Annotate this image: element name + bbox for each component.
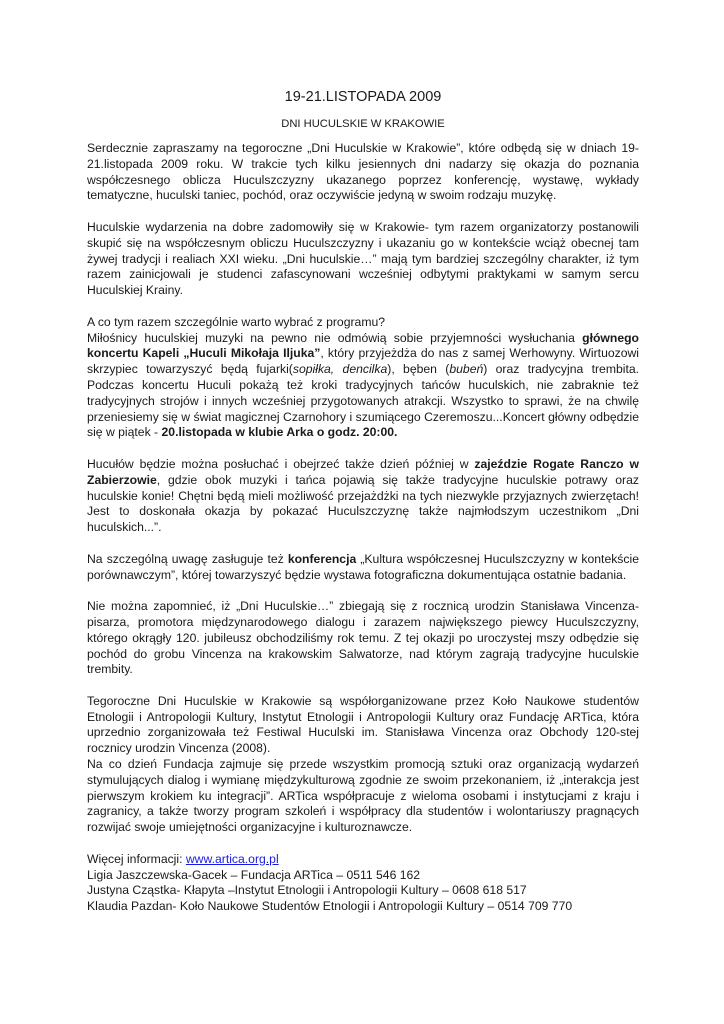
- ranch-text-2: , gdzie obok muzyki i tańca pojawią się także tradycyjne huculskie potrawy oraz huculskie konie! Chętni będą mieli możliwość przejażdżki na tych niezwykle przyjaznych zwierzętach! Jest to doskonała okazja by pokazać Huculszczyznę także najmłodszym uczestnikom „Dni huculskich...”.: [87, 472, 639, 535]
- contact-line: Justyna Cząstka- Kłapyta –Instytut Etnologii i Antropologii Kultury – 0608 618 517: [87, 883, 527, 898]
- foundation-paragraph: Na co dzień Fundacja zajmuje się przede wszystkim promocją sztuki oraz organizacją wydarzeń stymulujących dialog i wymianę międzykulturową zgodnie ze swoim przekonaniem, iż „interakcja jest pierwszym krokiem ku integracji”. ARTica współpracuje z wieloma osobami i instytucjami z kraju i zagranicy, a także tworzy program szkoleń i współpracy dla studentów i wolontariuszy pragnących rozwijać swoje umiejętności organizacyjne i kulturoznawcze.: [87, 757, 639, 835]
- drum-name: bubeń: [449, 362, 484, 377]
- contact-block: [87, 852, 639, 915]
- concert-date-highlight: 20.listopada w klubie Arka o godz. 20:00.: [161, 425, 398, 440]
- context-paragraph: Huculskie wydarzenia na dobre zadomowiły się w Krakowie- tym razem organizatorzy postanowili skupić się na współczesnym obliczu Huculszczyzny i ukazaniu go w kontekście wciąż obecnej tam żywej tradycji i realiach XXI wieku. „Dni huculskie…” mają tym bardziej szczególny charakter, iż tym razem zainicjowali je studenci zafascynowani wcześniej odbytymi praktykami w samym sercu Huculskiej Krainy.: [87, 219, 639, 298]
- conference-highlight: konferencja: [287, 551, 357, 566]
- program-question: A co tym razem szczególnie warto wybrać z programu?: [87, 314, 386, 329]
- concert-highlight-title: głównego koncertu Kapeli „Huculi Mikołaja Iljuka”: [87, 330, 639, 361]
- more-info-label: Więcej informacji:: [87, 851, 186, 866]
- organizers-paragraph: Tegoroczne Dni Huculskie w Krakowie są współorganizowane przez Koło Naukowe studentów Etnologii i Antropologii Kultury, Instytut Etnologii i Antropologii Kultury oraz Fundację ARTica, która uprzednio zorganizowała też Festiwal Huculski im. Stanisława Vincenza oraz Obchody 120-stej rocznicy urodzin Vincenza (2008).: [87, 693, 639, 756]
- contact-line: Ligia Jaszczewska-Gacek – Fundacja ARTica – 0511 546 162: [87, 867, 421, 882]
- intro-paragraph: Serdecznie zapraszamy na tegoroczne „Dni Huculskie w Krakowie”, które odbędą się w dniach 19-21.listopada 2009 roku. W trakcie tych kilku jesiennych dni nadarzy się okazja do poznania współczesnego oblicza Huculszczyzny ukazanego poprzez konferencję, wystawę, wykłady tematyczne, huculski taniec, pochód, oraz oczywiście jedyną w swoim rodzaju muzykę.: [87, 141, 639, 203]
- ranch-text-1: Hucułów będzie można posłuchać i obejrzeć także dzień później w: [87, 456, 475, 471]
- concert-text-1: Miłośnicy huculskiej muzyki na pewno nie odmówią sobie przyjemności wysłuchania: [87, 330, 583, 345]
- concert-text-3: ), bęben (: [387, 362, 450, 377]
- concert-text-4: ) oraz tradycyjna trembita. Podczas koncertu Huculi pokażą też kroki tradycyjnych tańców huculskich, nie zabraknie też tradycyjnych strojów i innych wcześniej przygotowanych atrakcji. Wszystko to sprawi, że na chwilę przeniesiemy się w świat magicznej Czarnohory i szumiącego Czeremoszu...Koncert główny odbędzie się w piątek -: [87, 362, 640, 440]
- document-page: [87, 88, 639, 915]
- more-info-line: [87, 852, 639, 868]
- contact-line: Klaudia Pazdan- Koło Naukowe Studentów Etnologii i Antropologii Kultury – 0514 709 770: [87, 899, 573, 914]
- conference-text-2: „Kultura współczesnej Huculszczyzny w kontekście porównawczym”, której towarzyszyć będzie wystawa fotograficzna dokumentująca ostatnie badania.: [87, 551, 639, 582]
- document-title: 19-21.LISTOPADA 2009: [284, 89, 442, 105]
- conference-text-1: Na szczególną uwagę zasługuje też: [87, 551, 288, 566]
- conference-paragraph: [87, 552, 639, 584]
- vincenz-paragraph: Nie można zapomnieć, iż „Dni Huculskie…” zbiegają się z rocznicą urodzin Stanisława Vincenza- pisarza, promotora międzynarodowego dialogu i zarazem największego piewcy Huculszczyzny, którego okrągły 120. jubileusz obchodziliśmy rok temu. Z tej okazji po uroczystej mszy odbędzie się pochód do grobu Vincenza na krakowskim Salwatorze, nad którym zagrają tradycyjne huculskie trembity.: [87, 599, 639, 677]
- document-subtitle: DNI HUCULSKIE W KRAKOWIE: [281, 118, 445, 130]
- concert-paragraph: [87, 331, 639, 442]
- ranch-highlight: zajeździe Rogate Ranczo w Zabierzowie: [87, 456, 639, 487]
- instrument-names: sopiłka, dencilka: [292, 362, 388, 377]
- website-link[interactable]: www.artica.org.pl: [185, 851, 279, 866]
- ranch-paragraph: [87, 457, 639, 536]
- concert-text-2: , który przyjeżdża do nas z samej Werhowyny. Wirtuozowi skrzypiec towarzyszyć będą fujarki(: [87, 346, 640, 377]
